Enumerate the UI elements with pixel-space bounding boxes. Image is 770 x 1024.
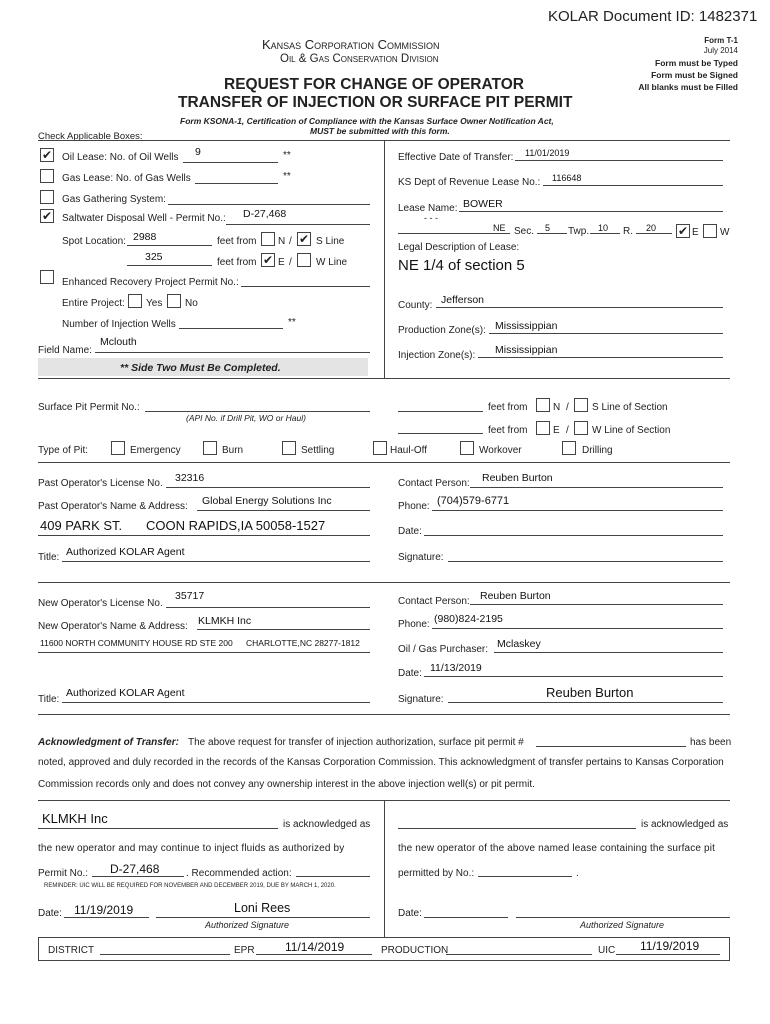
sec-value[interactable]: 5: [545, 223, 551, 233]
ack-permit-line: [92, 876, 184, 877]
past-phone-line: [432, 510, 723, 511]
new-signature-value[interactable]: Reuben Burton: [546, 685, 634, 700]
saltwater-label: Saltwater Disposal Well - Permit No.:: [62, 213, 226, 224]
emergency-checkbox[interactable]: [111, 441, 125, 455]
new-phone-label: Phone:: [398, 619, 430, 630]
ack-pit-permit-line: [536, 746, 686, 747]
twp-line: [590, 233, 620, 234]
settling-label: Settling: [301, 445, 335, 456]
epr-line: [256, 954, 372, 955]
reminder-note: REMINDER: UIC WILL BE REQUIRED FOR NOVEMBER AND DECEMBER 2019, DUE BY MARCH 1, 2020.: [44, 883, 336, 889]
sec-line: [537, 233, 567, 234]
past-signature-label: Signature:: [398, 552, 444, 563]
new-contact-value[interactable]: Reuben Burton: [480, 590, 551, 602]
past-name-label: Past Operator's Name & Address:: [38, 501, 188, 512]
new-address-street[interactable]: 11600 NORTH COMMUNITY HOUSE RD STE 200: [40, 638, 233, 648]
new-phone-value[interactable]: (980)824-2195: [434, 613, 503, 625]
num-injection-stars: **: [288, 317, 296, 328]
new-date-value[interactable]: 11/13/2019: [430, 662, 482, 674]
ack-vertical-divider: [384, 800, 385, 938]
pit-feet-line-1: [398, 411, 483, 412]
w-line-label: W Line: [316, 257, 348, 268]
oil-wells-stars: **: [283, 150, 291, 161]
form-number: Form T-1: [704, 36, 738, 45]
ack-date-value-1[interactable]: 11/19/2019: [74, 903, 134, 917]
new-license-line: [166, 607, 370, 608]
new-license-value[interactable]: 35717: [175, 590, 205, 602]
w-checkbox[interactable]: [297, 253, 311, 267]
uic-label: UIC: [598, 945, 616, 956]
burn-checkbox[interactable]: [203, 441, 217, 455]
past-title-line: [62, 561, 370, 562]
num-injection-label: Number of Injection Wells: [62, 319, 176, 330]
permit-value[interactable]: D-27,468: [243, 208, 287, 220]
spot1-value[interactable]: 2988: [133, 231, 157, 243]
ack-date-label-1: Date:: [38, 908, 62, 919]
qq-dashes: - - -: [424, 213, 438, 223]
range-e-label: E: [692, 227, 699, 238]
pit-w-checkbox[interactable]: [574, 421, 588, 435]
division-name: Oil & Gas Conservation Division: [280, 53, 439, 65]
section-divider-2: [38, 462, 730, 463]
twp-label: Twp.: [568, 226, 590, 237]
ack-auth-sig-1: Authorized Signature: [205, 920, 290, 930]
r-value[interactable]: 20: [646, 223, 657, 233]
ack-auth-sig-2: Authorized Signature: [580, 920, 665, 930]
past-phone-label: Phone:: [398, 501, 430, 512]
s-line-label: S Line: [316, 236, 345, 247]
r-line: [636, 233, 672, 234]
ack-date-label-2: Date:: [398, 908, 422, 919]
ack-new-op-inject: the new operator and may continue to inject fluids as authorized by: [38, 843, 345, 854]
no-label: No: [185, 298, 198, 309]
oil-lease-checkbox[interactable]: ✔: [41, 148, 53, 162]
s-checkbox[interactable]: ✔: [298, 232, 310, 246]
epr-value[interactable]: 11/14/2019: [285, 940, 345, 954]
ack-sig-line-1: [156, 917, 370, 918]
twp-value[interactable]: 10: [598, 223, 609, 233]
enhanced-label: Enhanced Recovery Project Permit No.:: [62, 277, 239, 288]
gas-gathering-label: Gas Gathering System:: [62, 194, 166, 205]
past-date-label: Date:: [398, 526, 422, 537]
past-address-line: [38, 535, 370, 536]
new-name-line: [197, 629, 370, 630]
injection-zone-label: Injection Zone(s):: [398, 350, 476, 361]
agency-name: Kansas Corporation Commission: [262, 37, 440, 52]
blanks-note: All blanks must be Filled: [638, 82, 738, 92]
uic-line: [616, 954, 720, 955]
workover-checkbox[interactable]: [460, 441, 474, 455]
vertical-divider: [384, 140, 385, 378]
slash-2: /: [289, 257, 292, 268]
ack-is-acknowledged-2: is acknowledged as: [641, 819, 729, 830]
past-license-label: Past Operator's License No.: [38, 478, 163, 489]
ks-dept-label: KS Dept of Revenue Lease No.:: [398, 177, 541, 188]
pit-slash-1: /: [566, 402, 569, 413]
pit-feet-from-1: feet from: [488, 402, 528, 413]
subtitle-2: MUST be submitted with this form.: [310, 126, 450, 136]
pit-n-checkbox[interactable]: [536, 398, 550, 412]
effective-date-line: [515, 160, 723, 161]
ks-dept-value[interactable]: 116648: [552, 173, 582, 183]
past-date-line: [424, 535, 723, 536]
oil-wells-line: [183, 162, 278, 163]
county-label: County:: [398, 300, 433, 311]
pit-feet-line-2: [398, 433, 483, 434]
form-title-1: REQUEST FOR CHANGE OF OPERATOR: [224, 76, 524, 93]
section-divider-4: [38, 714, 730, 715]
purchaser-label: Oil / Gas Purchaser:: [398, 644, 489, 655]
yes-label: Yes: [146, 298, 163, 309]
new-signature-line: [448, 702, 723, 703]
new-license-label: New Operator's License No.: [38, 598, 163, 609]
new-contact-line: [470, 604, 723, 605]
spot-location-label: Spot Location:: [62, 236, 126, 247]
no-checkbox[interactable]: [167, 294, 181, 308]
district-line: [100, 954, 230, 955]
lease-name-label: Lease Name:: [398, 203, 458, 214]
new-name-value[interactable]: KLMKH Inc: [198, 615, 252, 627]
ack-permitted-by: permitted by No.:: [398, 868, 475, 879]
signed-note: Form must be Signed: [651, 70, 738, 80]
slash-1: /: [289, 236, 292, 247]
ack-permit-value[interactable]: D-27,468: [110, 862, 160, 876]
district-label: DISTRICT: [48, 945, 95, 956]
ack-has-been: has been: [690, 737, 732, 748]
new-address-line: [38, 652, 370, 653]
injection-zone-value[interactable]: Mississippian: [495, 344, 558, 356]
new-title-line: [62, 702, 370, 703]
e-label: E: [278, 257, 285, 268]
num-injection-line: [179, 328, 283, 329]
pit-s-checkbox[interactable]: [574, 398, 588, 412]
past-phone-value[interactable]: (704)579-6771: [437, 495, 510, 507]
ack-permitted-line: [478, 876, 572, 877]
feet-from-2: feet from: [217, 257, 257, 268]
range-e-checkbox[interactable]: ✔: [677, 224, 689, 238]
burn-label: Burn: [222, 445, 244, 456]
past-license-value[interactable]: 32316: [175, 472, 205, 484]
drilling-label: Drilling: [582, 445, 613, 456]
new-address-city[interactable]: CHARLOTTE,NC 28277-1812: [246, 638, 360, 648]
ack-sig-line-2: [516, 917, 730, 918]
legal-desc-label: Legal Description of Lease:: [398, 242, 520, 253]
new-title-value[interactable]: Authorized KOLAR Agent: [66, 687, 185, 699]
ack-operator-name[interactable]: KLMKH Inc: [42, 811, 108, 826]
oil-wells-value[interactable]: 9: [195, 146, 201, 158]
legal-desc-value[interactable]: NE 1/4 of section 5: [398, 257, 525, 274]
past-contact-label: Contact Person:: [398, 478, 470, 489]
past-address-street[interactable]: 409 PARK ST.: [40, 518, 123, 533]
subtitle-1: Form KSONA-1, Certification of Compliance with the Kansas Surface Owner Notification Act,: [180, 116, 554, 126]
pit-n-label: N: [553, 402, 561, 413]
feet-from-1: feet from: [217, 236, 257, 247]
ack-lease-operator-line: [398, 828, 636, 829]
section-divider-3: [38, 582, 730, 583]
production-zone-line: [489, 333, 723, 334]
ack-period: .: [576, 868, 579, 879]
new-phone-line: [432, 628, 723, 629]
saltwater-checkbox[interactable]: ✔: [41, 209, 53, 223]
ack-date-line-2: [424, 917, 508, 918]
effective-date-label: Effective Date of Transfer:: [398, 152, 514, 163]
field-name-value[interactable]: Mclouth: [100, 336, 137, 348]
range-w-checkbox[interactable]: [703, 224, 717, 238]
ack-recommended-line: [296, 876, 370, 877]
haul-off-label: Haul-Off: [390, 445, 428, 456]
past-contact-line: [470, 487, 723, 488]
new-signature-label: Signature:: [398, 694, 444, 705]
drilling-checkbox[interactable]: [562, 441, 576, 455]
field-name-line: [95, 352, 370, 353]
typed-note: Form must be Typed: [655, 58, 738, 68]
type-of-pit-label: Type of Pit:: [38, 445, 89, 456]
qq-line: [398, 233, 510, 234]
pit-feet-from-2: feet from: [488, 425, 528, 436]
haul-off-checkbox[interactable]: [373, 441, 387, 455]
pit-s-line-label: S Line of Section: [592, 402, 668, 413]
past-contact-value[interactable]: Reuben Burton: [482, 472, 553, 484]
entire-project-label: Entire Project:: [62, 298, 125, 309]
pit-e-label: E: [553, 425, 560, 436]
range-w-label: W: [720, 227, 730, 238]
gas-lease-checkbox[interactable]: [40, 169, 54, 183]
production-zone-label: Production Zone(s):: [398, 325, 486, 336]
new-date-line: [424, 676, 723, 677]
past-license-line: [166, 487, 370, 488]
ack-text-3: Commission records only and does not convey any ownership interest in the above injection well(s) or pit permit.: [38, 779, 535, 790]
production-label: PRODUCTION: [381, 945, 449, 956]
effective-date-value[interactable]: 11/01/2019: [525, 148, 570, 158]
enhanced-line: [241, 286, 370, 287]
past-name-line: [197, 510, 370, 511]
county-line: [436, 307, 723, 308]
surface-pit-label: Surface Pit Permit No.:: [38, 402, 140, 413]
new-date-label: Date:: [398, 668, 422, 679]
ack-operator-line: [38, 828, 278, 829]
permit-line: [226, 224, 370, 225]
pit-slash-2: /: [566, 425, 569, 436]
e-checkbox[interactable]: ✔: [262, 253, 274, 267]
purchaser-line: [494, 652, 723, 653]
past-signature-line: [448, 561, 723, 562]
uic-value[interactable]: 11/19/2019: [640, 939, 700, 953]
ne-value[interactable]: NE: [493, 223, 506, 233]
new-contact-label: Contact Person:: [398, 596, 470, 607]
form-date: July 2014: [703, 46, 738, 55]
emergency-label: Emergency: [130, 445, 181, 456]
gas-wells-line: [195, 183, 278, 184]
gas-gathering-checkbox[interactable]: [40, 190, 54, 204]
section-divider-1: [38, 378, 730, 379]
ack-permit-label: Permit No.:: [38, 868, 89, 879]
new-title-label: Title:: [38, 694, 60, 705]
ack-new-op-lease: the new operator of the above named lease containing the surface pit: [398, 843, 716, 854]
sec-label: Sec.: [514, 226, 535, 237]
gas-lease-label: Gas Lease: No. of Gas Wells: [62, 173, 191, 184]
spot2-value[interactable]: 325: [145, 251, 163, 263]
pit-e-checkbox[interactable]: [536, 421, 550, 435]
pit-w-line-label: W Line of Section: [592, 425, 671, 436]
injection-zone-line: [478, 357, 723, 358]
past-title-label: Title:: [38, 552, 60, 563]
enhanced-checkbox[interactable]: [40, 270, 54, 284]
gas-gathering-line: [168, 204, 370, 205]
ack-heading: Acknowledgment of Transfer:: [38, 737, 179, 748]
field-name-label: Field Name:: [38, 345, 92, 356]
ack-recommended: . Recommended action:: [186, 868, 292, 879]
past-title-value[interactable]: Authorized KOLAR Agent: [66, 546, 185, 558]
oil-lease-label: Oil Lease: No. of Oil Wells: [62, 152, 179, 163]
past-address-city[interactable]: COON RAPIDS,IA 50058-1527: [146, 518, 326, 533]
surface-pit-line: [145, 411, 370, 412]
ack-date-line-1: [64, 917, 149, 918]
r-label: R.: [623, 226, 633, 237]
production-zone-value[interactable]: Mississippian: [495, 320, 558, 332]
yes-checkbox[interactable]: [128, 294, 142, 308]
lease-name-value[interactable]: BOWER: [463, 198, 503, 210]
purchaser-value[interactable]: Mclaskey: [497, 638, 541, 650]
ack-sig-value-1[interactable]: Loni Rees: [234, 901, 291, 915]
check-boxes-label: Check Applicable Boxes:: [38, 131, 143, 142]
ack-text-1: The above request for transfer of injection authorization, surface pit permit #: [188, 737, 524, 748]
production-line: [446, 954, 592, 955]
county-value[interactable]: Jefferson: [441, 294, 484, 306]
spot2-line: [127, 265, 212, 266]
workover-label: Workover: [479, 445, 522, 456]
ack-text-2: noted, approved and duly recorded in the records of the Kansas Corporation Commission. This acknowledgment of transfer pertains to Kansas Corporation: [38, 757, 724, 768]
n-label: N: [278, 236, 286, 247]
side-two-note: ** Side Two Must Be Completed.: [120, 362, 281, 374]
form-title-2: TRANSFER OF INJECTION OR SURFACE PIT PERMIT: [178, 94, 573, 111]
lease-name-line: [459, 211, 723, 212]
past-name-value[interactable]: Global Energy Solutions Inc: [202, 495, 332, 507]
document-id: KOLAR Document ID: 1482371: [548, 8, 758, 25]
ks-dept-line: [543, 185, 723, 186]
ack-is-acknowledged-1: is acknowledged as: [283, 819, 371, 830]
gas-wells-stars: **: [283, 171, 291, 182]
epr-label: EPR: [234, 945, 255, 956]
api-note: (API No. if Drill Pit, WO or Haul): [186, 413, 306, 423]
settling-checkbox[interactable]: [282, 441, 296, 455]
new-name-label: New Operator's Name & Address:: [38, 621, 188, 632]
spot1-line: [127, 245, 212, 246]
n-checkbox[interactable]: [261, 232, 275, 246]
